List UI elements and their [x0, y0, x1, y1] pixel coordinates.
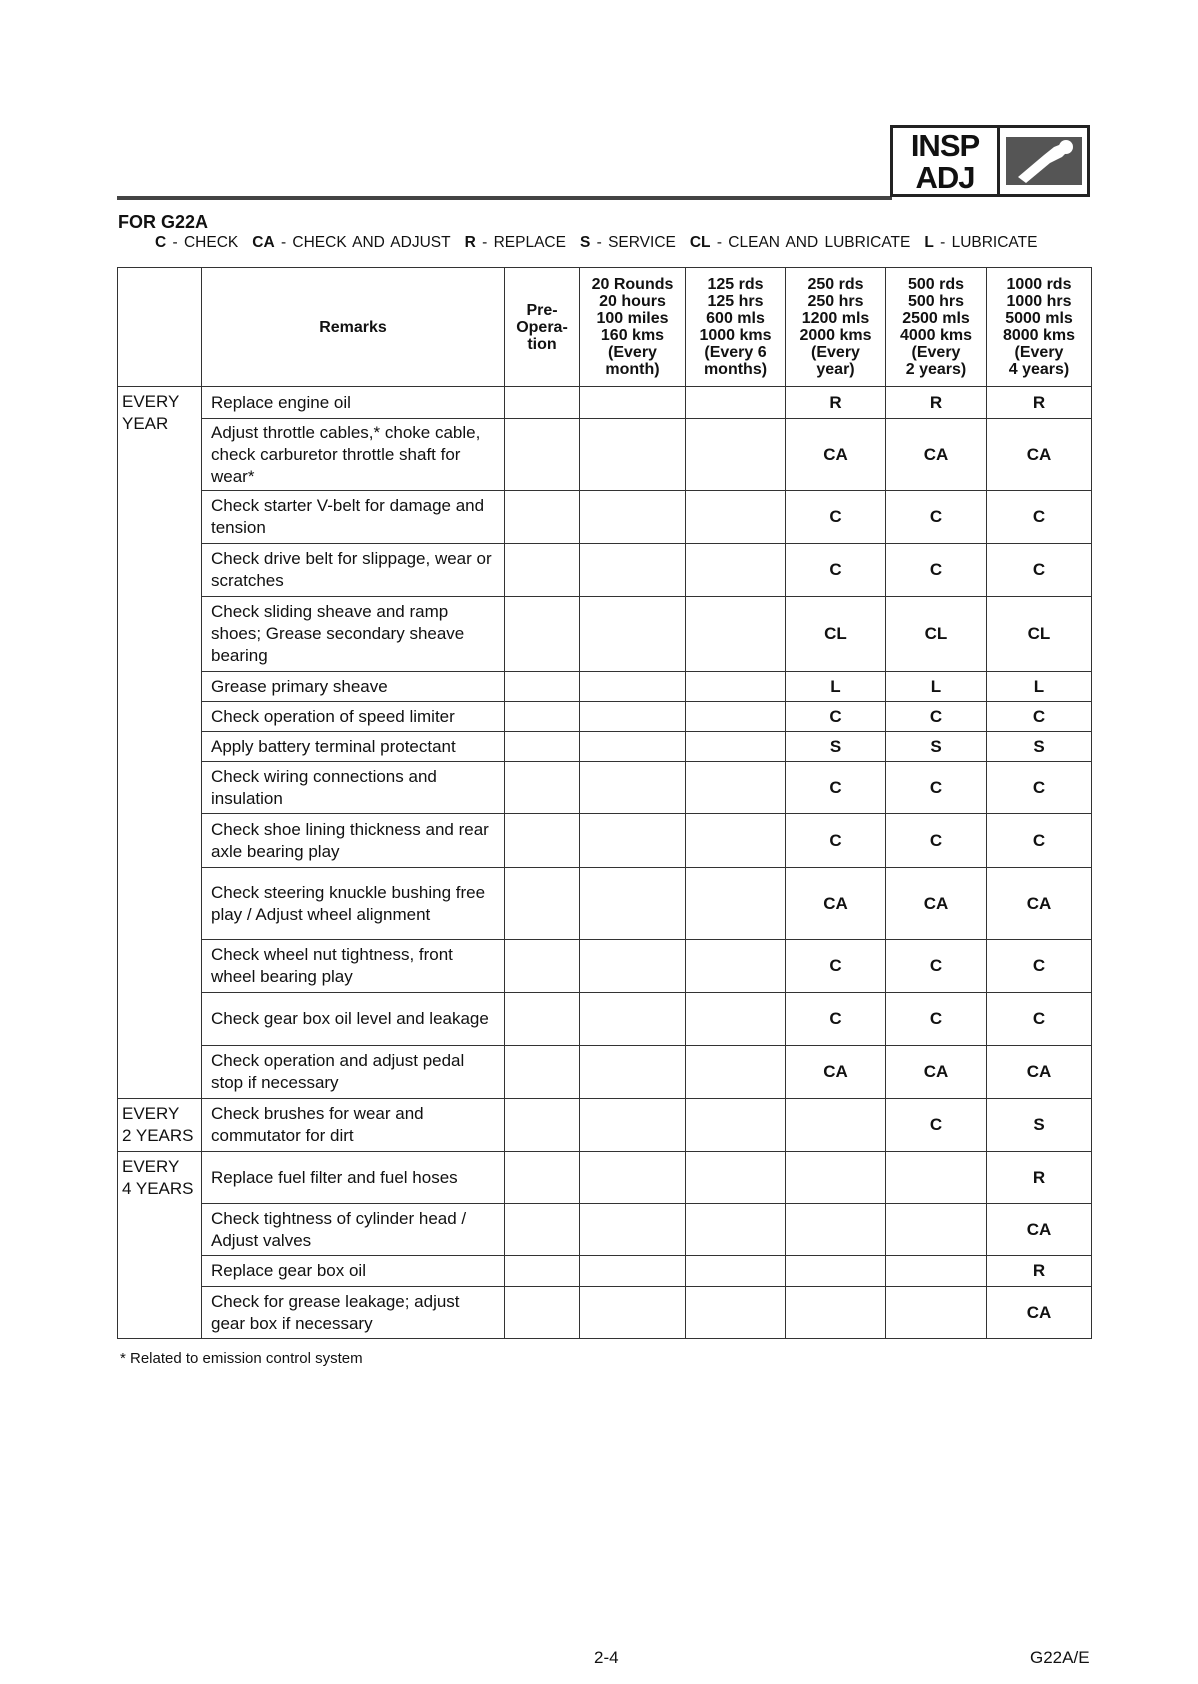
- table-row: [118, 544, 1092, 597]
- interval-cell: [505, 387, 580, 419]
- interval-cell: [505, 940, 580, 993]
- interval-cell: L: [987, 672, 1092, 702]
- interval-cell: [580, 732, 686, 762]
- interval-cell: C: [786, 544, 886, 597]
- column-header: 20 Rounds 20 hours 100 miles 160 kms (Every month): [580, 268, 686, 387]
- interval-cell: [580, 993, 686, 1046]
- interval-cell: C: [786, 814, 886, 868]
- table-row: [118, 672, 1092, 702]
- interval-cell: [686, 1046, 786, 1099]
- table-row: [118, 1287, 1092, 1339]
- remark-cell: Check brushes for wear and commutator for dirt: [202, 1099, 505, 1152]
- remark-cell: Check shoe lining thickness and rear axle bearing play: [202, 814, 505, 868]
- interval-cell: [786, 1204, 886, 1256]
- table-row: [118, 868, 1092, 940]
- interval-cell: R: [987, 1152, 1092, 1204]
- page-number: 2-4: [594, 1648, 619, 1667]
- interval-cell: CA: [987, 1204, 1092, 1256]
- interval-cell: [505, 868, 580, 940]
- interval-cell: L: [786, 672, 886, 702]
- interval-cell: [686, 1152, 786, 1204]
- remark-cell: Check operation of speed limiter: [202, 702, 505, 732]
- interval-cell: [686, 762, 786, 814]
- table-row: [118, 491, 1092, 544]
- interval-cell: [580, 1046, 686, 1099]
- interval-cell: C: [987, 702, 1092, 732]
- interval-cell: [886, 1152, 987, 1204]
- interval-cell: R: [987, 1256, 1092, 1287]
- footnote: * Related to emission control system: [120, 1350, 363, 1367]
- table-row: [118, 387, 1092, 419]
- interval-cell: [686, 544, 786, 597]
- table-row: [118, 1046, 1092, 1099]
- legend-code: CL: [689, 234, 711, 251]
- interval-cell: CL: [786, 597, 886, 672]
- remark-cell: Check sliding sheave and ramp shoes; Grease secondary sheave bearing: [202, 597, 505, 672]
- interval-cell: CL: [886, 597, 987, 672]
- interval-cell: [580, 868, 686, 940]
- interval-cell: [886, 1287, 987, 1339]
- interval-cell: [580, 672, 686, 702]
- legend-code: R: [464, 234, 476, 251]
- remark-cell: Grease primary sheave: [202, 672, 505, 702]
- legend-item: [580, 234, 676, 251]
- interval-cell: [686, 1204, 786, 1256]
- interval-cell: C: [786, 940, 886, 993]
- interval-cell: [886, 1256, 987, 1287]
- badge-top-text: INSP: [910, 128, 980, 163]
- table-row: [118, 702, 1092, 732]
- interval-cell: C: [987, 814, 1092, 868]
- remark-cell: Replace gear box oil: [202, 1256, 505, 1287]
- interval-cell: R: [886, 387, 987, 419]
- table-row: [118, 1099, 1092, 1152]
- interval-cell: [686, 993, 786, 1046]
- model-code: G22A/E: [1030, 1648, 1090, 1667]
- interval-cell: R: [987, 387, 1092, 419]
- insp-adj-badge: [890, 125, 1090, 197]
- interval-cell: [505, 762, 580, 814]
- interval-cell: [786, 1287, 886, 1339]
- remark-cell: Check steering knuckle bushing free play / Adjust wheel alignment: [202, 868, 505, 940]
- interval-cell: [686, 868, 786, 940]
- interval-cell: C: [886, 940, 987, 993]
- interval-cell: CA: [786, 868, 886, 940]
- interval-cell: C: [886, 762, 987, 814]
- interval-cell: [686, 387, 786, 419]
- remark-cell: Replace engine oil: [202, 387, 505, 419]
- interval-cell: [505, 1256, 580, 1287]
- remark-cell: Check wheel nut tightness, front wheel bearing play: [202, 940, 505, 993]
- interval-cell: S: [786, 732, 886, 762]
- interval-cell: C: [786, 491, 886, 544]
- column-header: 250 rds 250 hrs 1200 mls 2000 kms (Every year): [786, 268, 886, 387]
- interval-cell: [686, 814, 786, 868]
- remark-cell: Check drive belt for slippage, wear or scratches: [202, 544, 505, 597]
- interval-cell: [580, 419, 686, 491]
- interval-cell: CA: [786, 1046, 886, 1099]
- interval-cell: [505, 1046, 580, 1099]
- badge-bottom-text: ADJ: [915, 160, 975, 195]
- table-row: [118, 993, 1092, 1046]
- maintenance-table: [117, 267, 1092, 1339]
- interval-cell: [580, 814, 686, 868]
- column-header: Remarks: [202, 268, 505, 387]
- interval-cell: S: [886, 732, 987, 762]
- page-title: FOR G22A: [118, 212, 209, 232]
- interval-cell: S: [987, 732, 1092, 762]
- interval-cell: C: [886, 993, 987, 1046]
- table-row: [118, 940, 1092, 993]
- interval-group: EVERY YEAR: [118, 387, 202, 1099]
- table-row: [118, 419, 1092, 491]
- legend-item: [465, 234, 566, 251]
- interval-cell: C: [886, 702, 987, 732]
- interval-cell: [505, 732, 580, 762]
- remark-cell: Apply battery terminal protectant: [202, 732, 505, 762]
- interval-cell: [686, 732, 786, 762]
- column-header: 1000 rds 1000 hrs 5000 mls 8000 kms (Every 4 years): [987, 268, 1092, 387]
- interval-cell: [580, 940, 686, 993]
- interval-cell: [505, 1099, 580, 1152]
- table-row: [118, 814, 1092, 868]
- legend-text: - CHECK: [172, 234, 239, 251]
- interval-cell: CA: [987, 1046, 1092, 1099]
- interval-cell: CA: [987, 419, 1092, 491]
- interval-cell: C: [987, 940, 1092, 993]
- interval-cell: [505, 702, 580, 732]
- interval-cell: [580, 762, 686, 814]
- legend-item: [924, 234, 1037, 251]
- column-header: 500 rds 500 hrs 2500 mls 4000 kms (Every 2 years): [886, 268, 987, 387]
- interval-cell: C: [886, 1099, 987, 1152]
- remark-cell: Check gear box oil level and leakage: [202, 993, 505, 1046]
- interval-cell: [580, 387, 686, 419]
- interval-cell: [686, 702, 786, 732]
- remark-cell: Check wiring connections and insulation: [202, 762, 505, 814]
- table-row: [118, 1152, 1092, 1204]
- interval-cell: C: [987, 762, 1092, 814]
- header-row: [118, 268, 1092, 387]
- interval-cell: CA: [886, 419, 987, 491]
- interval-cell: [505, 597, 580, 672]
- interval-cell: CL: [987, 597, 1092, 672]
- interval-cell: [505, 1287, 580, 1339]
- legend-code: L: [924, 234, 934, 251]
- legend-item: [690, 234, 910, 251]
- interval-cell: [686, 1099, 786, 1152]
- interval-cell: [505, 419, 580, 491]
- interval-cell: CA: [886, 868, 987, 940]
- interval-group: EVERY 4 YEARS: [118, 1152, 202, 1339]
- interval-cell: C: [987, 993, 1092, 1046]
- interval-cell: R: [786, 387, 886, 419]
- legend-code: S: [579, 234, 591, 251]
- interval-cell: [786, 1256, 886, 1287]
- interval-cell: [505, 491, 580, 544]
- interval-cell: [580, 544, 686, 597]
- interval-cell: [686, 672, 786, 702]
- interval-cell: CA: [786, 419, 886, 491]
- table-row: [118, 732, 1092, 762]
- interval-cell: L: [886, 672, 987, 702]
- legend-item: [155, 234, 238, 251]
- remark-cell: Check operation and adjust pedal stop if necessary: [202, 1046, 505, 1099]
- interval-cell: S: [987, 1099, 1092, 1152]
- column-header: Pre- Opera- tion: [505, 268, 580, 387]
- table-row: [118, 1204, 1092, 1256]
- table-row: [118, 597, 1092, 672]
- interval-cell: C: [987, 491, 1092, 544]
- table-row: [118, 762, 1092, 814]
- interval-cell: [580, 1256, 686, 1287]
- interval-cell: [686, 1256, 786, 1287]
- header-rule: [117, 196, 892, 200]
- interval-cell: [886, 1204, 987, 1256]
- interval-cell: C: [786, 762, 886, 814]
- legend: [155, 234, 1051, 252]
- legend-code: C: [155, 234, 167, 251]
- interval-cell: [686, 597, 786, 672]
- interval-cell: [580, 1287, 686, 1339]
- wrench-hand-icon: [1000, 128, 1087, 194]
- interval-cell: C: [786, 702, 886, 732]
- remark-cell: Adjust throttle cables,* choke cable, check carburetor throttle shaft for wear*: [202, 419, 505, 491]
- interval-cell: CA: [987, 868, 1092, 940]
- interval-cell: [686, 491, 786, 544]
- interval-cell: [505, 672, 580, 702]
- interval-cell: CA: [987, 1287, 1092, 1339]
- legend-text: - CHECK AND ADJUST: [280, 234, 451, 251]
- interval-cell: C: [987, 544, 1092, 597]
- remark-cell: Check tightness of cylinder head / Adjust valves: [202, 1204, 505, 1256]
- legend-text: - LUBRICATE: [940, 234, 1038, 251]
- interval-cell: [580, 1204, 686, 1256]
- legend-item: [252, 234, 450, 251]
- interval-cell: [505, 544, 580, 597]
- interval-cell: C: [886, 814, 987, 868]
- legend-text: - CLEAN AND LUBRICATE: [716, 234, 911, 251]
- interval-group: EVERY 2 YEARS: [118, 1099, 202, 1152]
- column-header: [118, 268, 202, 387]
- interval-cell: [580, 597, 686, 672]
- legend-text: - REPLACE: [482, 234, 566, 251]
- interval-cell: [505, 1204, 580, 1256]
- interval-cell: [786, 1152, 886, 1204]
- legend-code: CA: [252, 234, 275, 251]
- interval-cell: [686, 419, 786, 491]
- interval-cell: [580, 1099, 686, 1152]
- legend-text: - SERVICE: [596, 234, 676, 251]
- remark-cell: Check starter V-belt for damage and tension: [202, 491, 505, 544]
- interval-cell: [505, 814, 580, 868]
- remark-cell: Replace fuel filter and fuel hoses: [202, 1152, 505, 1204]
- interval-cell: [786, 1099, 886, 1152]
- interval-cell: [686, 1287, 786, 1339]
- interval-cell: [505, 1152, 580, 1204]
- interval-cell: [580, 491, 686, 544]
- interval-cell: [505, 993, 580, 1046]
- remark-cell: Check for grease leakage; adjust gear box if necessary: [202, 1287, 505, 1339]
- interval-cell: C: [886, 544, 987, 597]
- interval-cell: [580, 1152, 686, 1204]
- interval-cell: C: [786, 993, 886, 1046]
- column-header: 125 rds 125 hrs 600 mls 1000 kms (Every 6 months): [686, 268, 786, 387]
- interval-cell: [580, 702, 686, 732]
- interval-cell: C: [886, 491, 987, 544]
- interval-cell: [686, 940, 786, 993]
- table-row: [118, 1256, 1092, 1287]
- interval-cell: CA: [886, 1046, 987, 1099]
